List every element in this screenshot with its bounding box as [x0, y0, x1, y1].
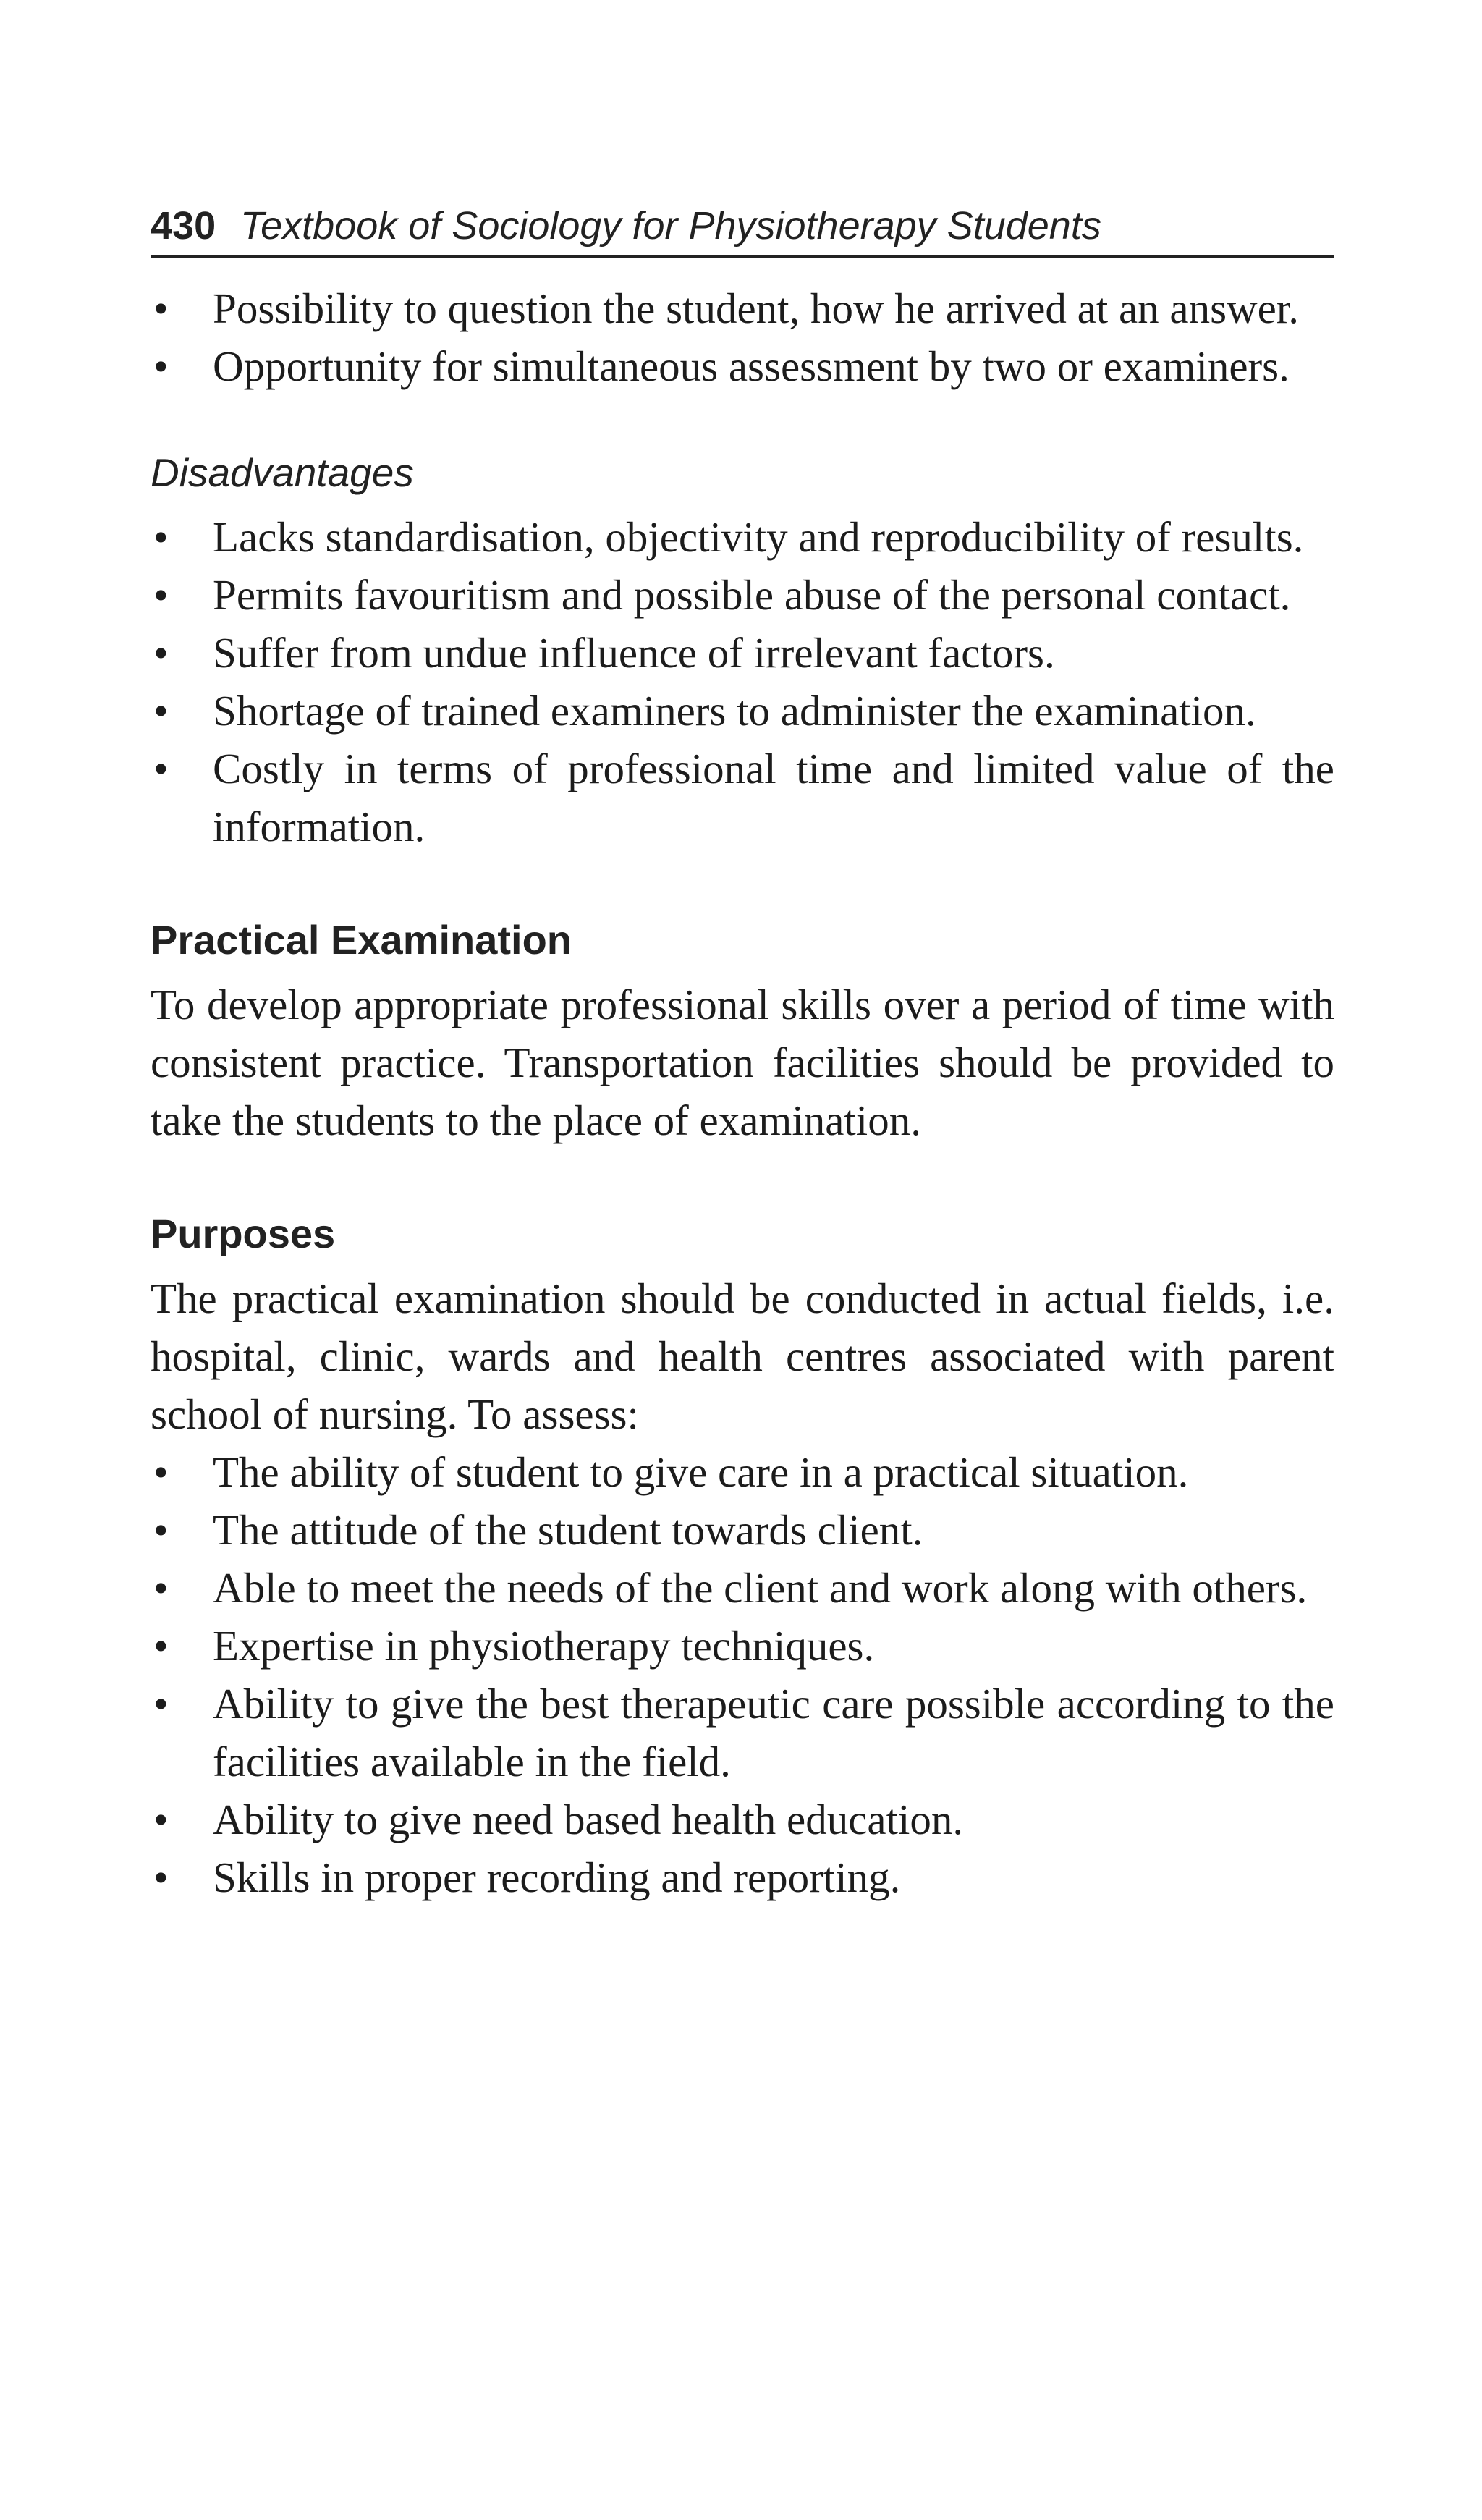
purposes-heading: Purposes [151, 1210, 336, 1256]
list-item: • Lacks standardisation, objectivity and reproducibility of results. [151, 508, 1334, 566]
list-item: • Permits favouritism and possible abuse of the personal contact. [151, 566, 1334, 624]
book-page [151, 203, 1334, 1906]
list-item: • Shortage of trained examiners to administer the examination. [151, 682, 1334, 740]
list-item: • Able to meet the needs of the client and work along with others. [151, 1559, 1334, 1617]
purposes-list [151, 1443, 1334, 1906]
list-item: • Skills in proper recording and reporting. [151, 1848, 1334, 1906]
practical-examination-heading: Practical Examination [151, 916, 572, 963]
purposes-paragraph: The practical examination should be conducted in actual fields, i.e. hospital, clinic, wards and health centres associated with parent school of nursing. To assess: [151, 1274, 1334, 1438]
list-item: • Ability to give the best therapeutic care possible according to the facilities available in the field. [151, 1675, 1334, 1790]
disadvantages-list [151, 508, 1334, 855]
disadvantages-heading: Disadvantages [151, 449, 414, 495]
book-title: Textbook of Sociology for Physiotherapy Students [240, 204, 1101, 248]
practical-examination-paragraph: To develop appropriate professional skills over a period of time with consistent practice. Transportation facilities should be provided to take the students to the place of examination. [151, 980, 1334, 1144]
page-number: 430 [151, 204, 216, 248]
list-item: • Suffer from undue influence of irrelevant factors. [151, 624, 1334, 682]
list-item: • Possibility to question the student, how he arrived at an answer. [151, 279, 1334, 337]
list-item: • Costly in terms of professional time and limited value of the information. [151, 740, 1334, 855]
list-item: • Opportunity for simultaneous assessment by two or examiners. [151, 337, 1334, 395]
list-item: • Ability to give need based health education. [151, 1790, 1334, 1848]
list-item: • The attitude of the student towards client. [151, 1501, 1334, 1559]
advantages-continued-list [151, 279, 1334, 395]
list-item: • The ability of student to give care in a practical situation. [151, 1443, 1334, 1501]
running-head [151, 203, 1334, 258]
list-item: • Expertise in physiotherapy techniques. [151, 1617, 1334, 1675]
